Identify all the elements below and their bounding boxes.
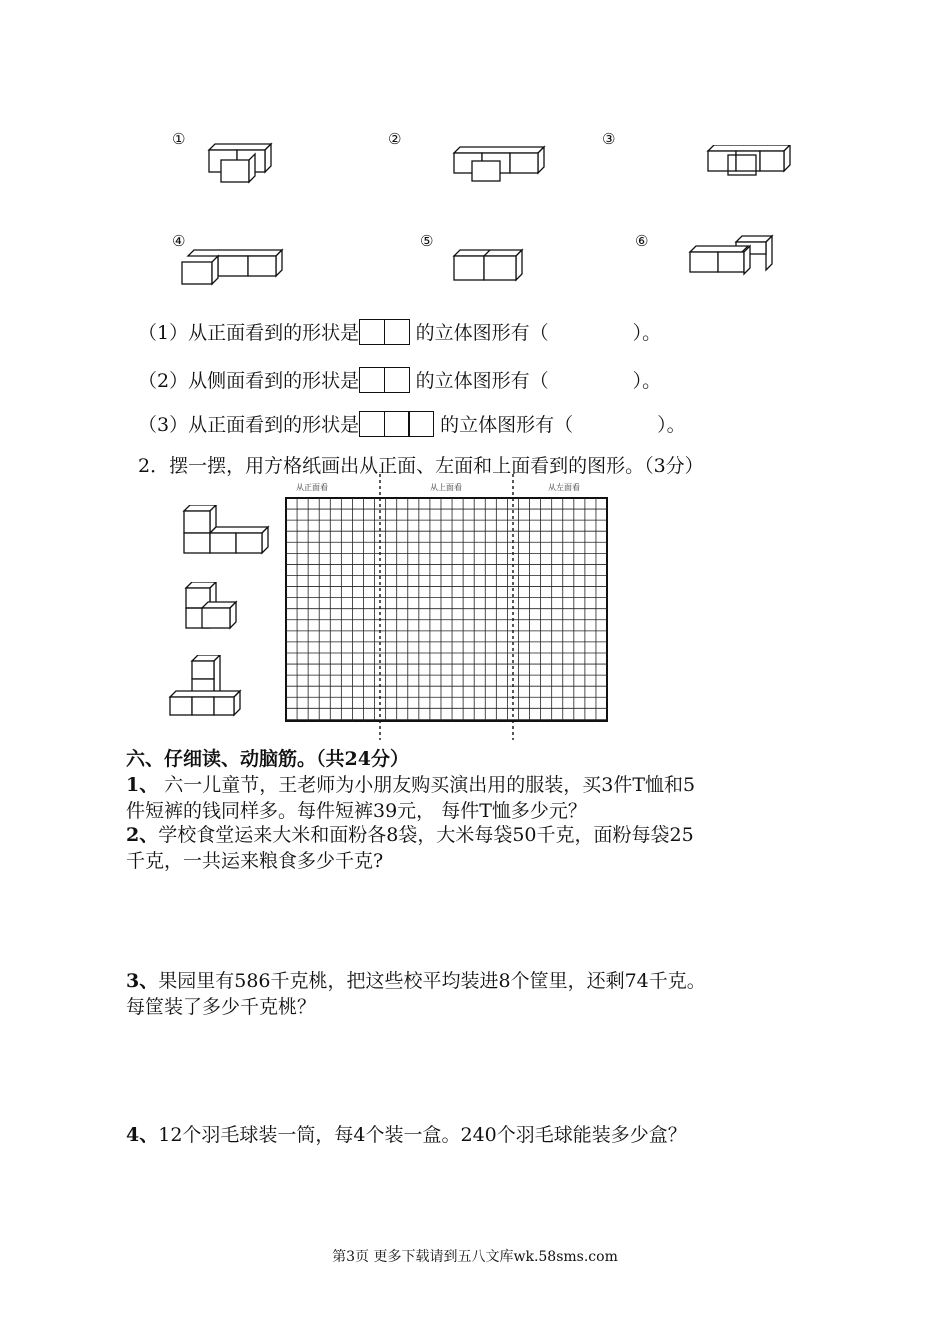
problem-3: 3、果园里有586千克桃，把这些校平均装进8个筐里，还剩74千克。 每筐装了多少千克桃？ [126, 970, 706, 1018]
view-question-1: （1）从正面看到的形状是 的立体图形有（ ）。 [138, 318, 661, 350]
grid-paper[interactable] [283, 474, 611, 740]
cube-figure-5 [452, 248, 524, 282]
figure-label-3: ③ [602, 130, 616, 148]
grid-header-front: 从正面看 [296, 483, 328, 492]
shape-two-squares-side [359, 367, 410, 398]
question-2-text: 2．摆一摆，用方格纸画出从正面、左面和上面看到的图形。（3分） [138, 455, 704, 477]
figure-label-1: ① [172, 130, 186, 148]
figure-label-4: ④ [172, 232, 186, 250]
figure-label-2: ② [388, 130, 402, 148]
problem-4: 4、12个羽毛球装一筒，每4个装一盒。240个羽毛球能装多少盒？ [126, 1124, 687, 1146]
view-question-2: （2）从侧面看到的形状是 的立体图形有（ ）。 [138, 366, 661, 398]
cube-figure-3 [706, 145, 792, 177]
problem-2: 2、学校食堂运来大米和面粉各8袋，大米每袋50千克，面粉每袋25 千克，一共运来粮食多少千克? [126, 824, 694, 872]
page-footer: 第3页 更多下载请到五八文库wk.58sms.com [332, 1249, 618, 1265]
cube-figure-6 [688, 234, 776, 276]
q2-cube-shape-2 [182, 582, 242, 630]
section-6-title: 六、仔细读、动脑筋。（共24分） [126, 748, 409, 770]
figure-label-6: ⑥ [635, 232, 649, 250]
q2-cube-shape-1 [180, 505, 272, 555]
problem-1: 1、 六一儿童节，王老师为小朋友购买演出用的服装，买3件T恤和5 件短裤的钱同样多。每件短裤39元， 每件T恤多少元？ [126, 774, 696, 822]
cube-figure-1 [205, 140, 275, 186]
figure-label-5: ⑤ [420, 232, 434, 250]
cube-figure-2 [452, 145, 546, 183]
q2-cube-shape-3 [168, 655, 244, 719]
grid-header-left: 从左面看 [548, 483, 580, 492]
view-question-3: （3）从正面看到的形状是 的立体图形有（ ）。 [138, 410, 686, 442]
shape-three-squares [359, 411, 434, 442]
grid-header-top: 从上面看 [430, 483, 462, 492]
cube-figure-4 [180, 248, 284, 286]
shape-two-squares [359, 319, 410, 350]
